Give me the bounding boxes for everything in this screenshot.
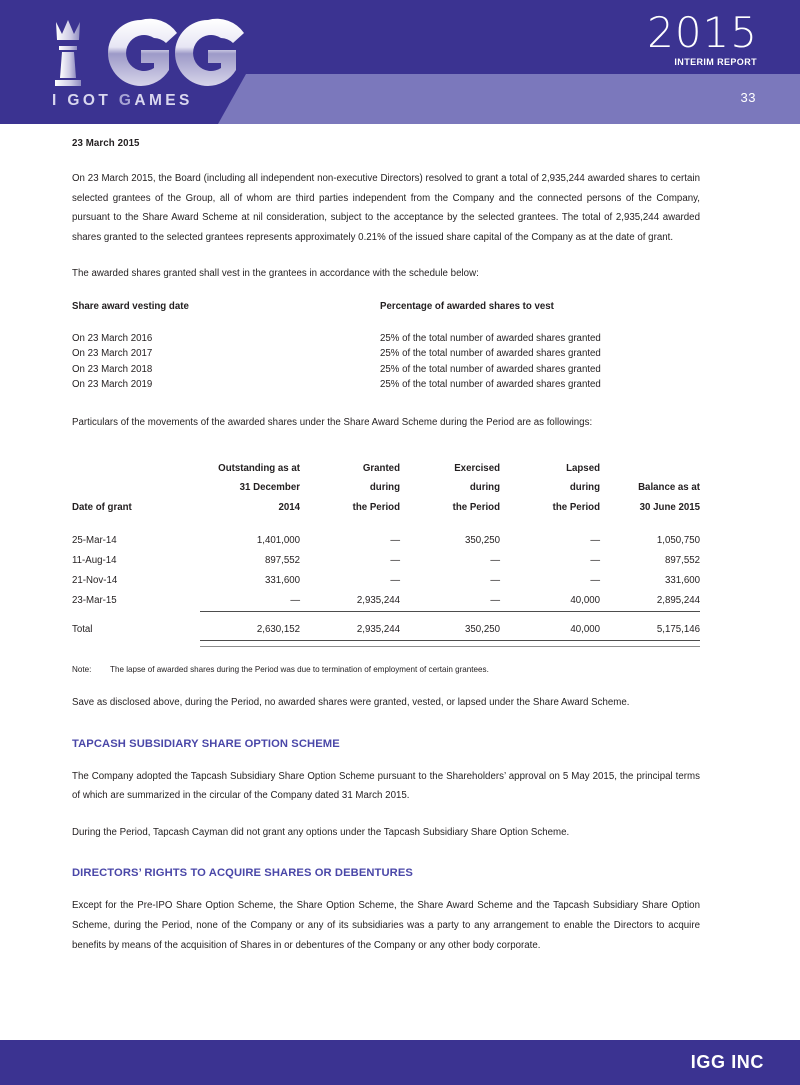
vesting-header-percentage: Percentage of awarded shares to vest: [380, 300, 554, 312]
total-balance: 5,175,146: [656, 624, 700, 636]
granted-value: —: [390, 575, 400, 587]
grant-date: 23-Mar-15: [72, 595, 117, 607]
tagline-part-2: G: [118, 92, 135, 109]
balance-value: 1,050,750: [656, 535, 700, 547]
header-blank: [72, 478, 200, 498]
vesting-header-date: Share award vesting date: [72, 300, 189, 312]
movements-header-line-2: [72, 478, 700, 498]
header-outstanding-l1: Outstanding as at: [218, 462, 300, 474]
report-year: 2015: [647, 8, 758, 57]
vesting-percentage: 25% of the total number of awarded shares granted: [380, 363, 601, 375]
vesting-date: On 23 March 2017: [72, 348, 153, 360]
vesting-date: On 23 March 2018: [72, 363, 153, 375]
table-row: [72, 333, 700, 349]
exercised-value: 350,250: [464, 535, 500, 547]
table-row: [72, 364, 700, 380]
vesting-date: On 23 March 2016: [72, 332, 153, 344]
movements-header-line-1: [72, 459, 700, 479]
table-row: [72, 379, 700, 395]
spacer-cell: [200, 517, 300, 531]
vesting-percentage: 25% of the total number of awarded shares granted: [380, 348, 601, 360]
lapsed-value: 40,000: [570, 595, 600, 607]
exercised-value: —: [490, 575, 500, 587]
page-content: [72, 138, 700, 955]
header-exercised-l2: during: [469, 482, 500, 494]
total-outstanding: 2,630,152: [256, 624, 300, 636]
outstanding-value: 897,552: [264, 555, 300, 567]
spacer-cell: [500, 517, 600, 531]
vesting-percentage: 25% of the total number of awarded shares granted: [380, 332, 601, 344]
total-granted: 2,935,244: [356, 624, 400, 636]
vesting-schedule-table: [72, 301, 700, 395]
grant-date: 25-Mar-14: [72, 535, 117, 547]
rule-segment: [200, 641, 300, 647]
vesting-date: On 23 March 2019: [72, 379, 153, 391]
header-balance-l3: 30 June 2015: [639, 501, 700, 513]
share-movements-table: [72, 459, 700, 648]
granted-value: —: [390, 535, 400, 547]
table-row: [72, 591, 700, 612]
granted-value: 2,935,244: [356, 595, 400, 607]
rule-spacer: [72, 641, 200, 647]
note-text: The lapse of awarded shares during the Period was due to termination of employment of certain grantees.: [110, 665, 489, 675]
header-lapsed-l2: during: [569, 482, 600, 494]
footer-company-name: IGG INC: [690, 1052, 764, 1072]
movements-header-line-3: [72, 498, 700, 518]
balance-value: 331,600: [664, 575, 700, 587]
header-granted-l1: Granted: [362, 462, 400, 474]
header-outstanding-l3: 2014: [278, 501, 300, 513]
rule-segment: [400, 641, 500, 647]
table-row: [72, 348, 700, 364]
igg-logo-mark: [46, 14, 246, 92]
section-heading-directors-rights: DIRECTORS’ RIGHTS TO ACQUIRE SHARES OR DEBENTURES: [72, 867, 413, 880]
spacer-cell: [300, 517, 400, 531]
igg-logo-tagline: [52, 92, 242, 110]
outstanding-value: 331,600: [264, 575, 300, 587]
movements-header-spacer: [72, 517, 700, 531]
outstanding-value: —: [290, 595, 300, 607]
paragraph-tapcash-no-grant: During the Period, Tapcash Cayman did not grant any options under the Tapcash Subsidiary Share Option Scheme.: [72, 826, 570, 838]
spacer-cell: [72, 517, 200, 531]
date-heading: 23 March 2015: [72, 138, 140, 149]
table-note: [72, 663, 700, 676]
table-row: [72, 531, 700, 551]
vesting-header-row: [72, 301, 700, 333]
total-double-rule: [72, 641, 700, 647]
paragraph-directors-rights: Except for the Pre-IPO Share Option Scheme, the Share Option Scheme, the Share Award Scheme and the Tapcash Subsidiary Share Option Scheme, during the Period, none of the Company or any of its subsidiaries was a party to any arrangement to enable the Directors to acquire benefits by means of the acquisition of Shares in or debentures of the Company or any other body corporate.: [72, 900, 700, 951]
tagline-part-1: I GOT: [52, 92, 119, 109]
paragraph-movements-intro: Particulars of the movements of the awarded shares under the Share Award Scheme during the Period are as followings:: [72, 416, 593, 428]
igg-logo-svg: [46, 14, 246, 92]
vesting-percentage: 25% of the total number of awarded shares granted: [380, 379, 601, 391]
header-exercised-l3: the Period: [452, 501, 500, 513]
header-blank: [72, 459, 200, 479]
spacer-cell: [400, 517, 500, 531]
rule-segment: [500, 641, 600, 647]
header-outstanding-l2: 31 December: [239, 482, 300, 494]
total-lapsed: 40,000: [570, 624, 600, 636]
page-header: [0, 0, 800, 124]
balance-value: 2,895,244: [656, 595, 700, 607]
page-footer: [0, 1040, 800, 1085]
paragraph-grant-resolution: On 23 March 2015, the Board (including all independent non-executive Directors) resolved to grant a total of 2,935,244 awarded shares to certain selected grantees of the Group, all of whom are third parties independent from the Company and the connected persons of the Company, pursuant to the Share Award Scheme at nil consideration, subject to the acceptance by the selected grantees. The total of 2,935,244 awarded shares granted to the selected grantees represents approximately 0.21% of the issued share capital of the Company as at the date of grant.: [72, 173, 700, 243]
igg-logo: [46, 14, 246, 120]
rule-segment: [600, 641, 700, 647]
rule-segment: [300, 641, 400, 647]
header-lapsed-l1: Lapsed: [566, 462, 600, 474]
header-balance-l1: [600, 459, 700, 479]
lapsed-value: —: [590, 535, 600, 547]
section-heading-tapcash: TAPCASH SUBSIDIARY SHARE OPTION SCHEME: [72, 737, 340, 750]
exercised-value: —: [490, 555, 500, 567]
paragraph-tapcash-adoption: The Company adopted the Tapcash Subsidiary Share Option Scheme pursuant to the Shareholders’ approval on 5 May 2015, the principal terms of which are summarized in the circular of the Company dated 31 March 2015.: [72, 770, 700, 802]
header-exercised-l1: Exercised: [454, 462, 500, 474]
total-label: Total: [72, 624, 93, 636]
granted-value: —: [390, 555, 400, 567]
lapsed-value: —: [590, 575, 600, 587]
movements-table-wrapper: [72, 459, 700, 648]
header-granted-l3: the Period: [352, 501, 400, 513]
table-row: [72, 551, 700, 571]
grant-date: 11-Aug-14: [72, 555, 117, 567]
exercised-value: —: [490, 595, 500, 607]
grant-date: 21-Nov-14: [72, 575, 118, 587]
header-granted-l2: during: [369, 482, 400, 494]
spacer-cell: [600, 517, 700, 531]
paragraph-save-as-disclosed: Save as disclosed above, during the Period, no awarded shares were granted, vested, or lapsed under the Share Award Scheme.: [72, 697, 630, 709]
header-date-of-grant: Date of grant: [72, 501, 132, 513]
note-label: Note:: [72, 665, 92, 675]
page-number: 33: [740, 90, 756, 105]
table-row: [72, 571, 700, 591]
balance-value: 897,552: [664, 555, 700, 567]
header-lapsed-l3: the Period: [552, 501, 600, 513]
paragraph-vesting-intro: The awarded shares granted shall vest in the grantees in accordance with the schedule below:: [72, 268, 479, 280]
tagline-part-3: AMES: [134, 92, 193, 109]
header-balance-l2: Balance as at: [638, 482, 700, 494]
total-exercised: 350,250: [464, 624, 500, 636]
lapsed-value: —: [590, 555, 600, 567]
report-label: INTERIM REPORT: [674, 57, 757, 67]
outstanding-value: 1,401,000: [256, 535, 300, 547]
table-row-total: [72, 613, 700, 641]
